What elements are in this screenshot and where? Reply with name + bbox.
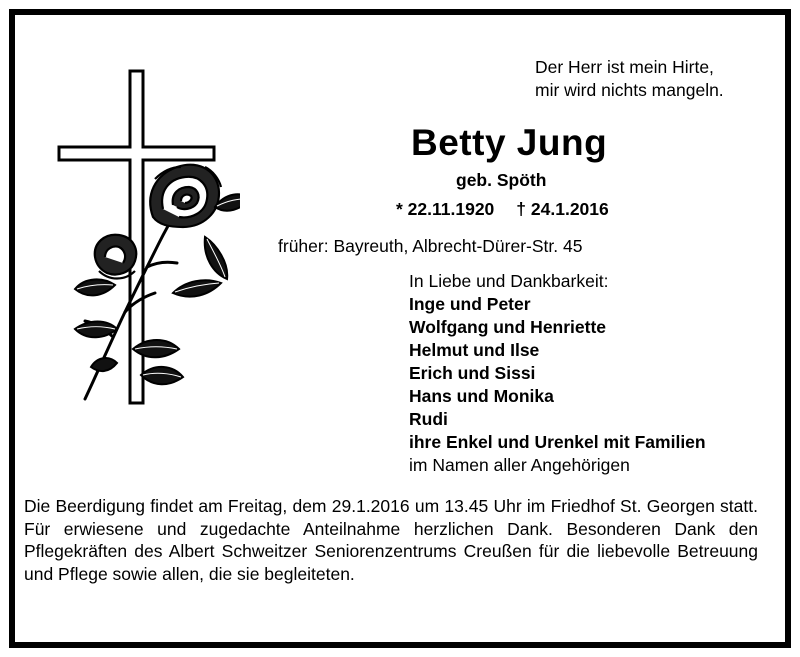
cross-with-rose-icon — [55, 67, 240, 407]
birth-date: * 22.11.1920 — [396, 199, 495, 219]
former-address: früher: Bayreuth, Albrecht-Dürer-Str. 45 — [278, 236, 583, 256]
deceased-name: Betty Jung — [411, 122, 608, 163]
death-date: † 24.1.2016 — [516, 199, 609, 219]
psalm-line-2: mir wird nichts mangeln. — [535, 80, 724, 100]
mourner-name: Hans und Monika — [409, 386, 554, 406]
mourner-name: Helmut und Ilse — [409, 340, 540, 360]
funeral-announcement: Die Beerdigung findet am Freitag, dem 29.1.2016 um 13.45 Uhr im Friedhof St. Georgen statt. Für erwiesene und zugedachte Anteilnahme herzlichen Dank. Besonderen Dank den Pflegekräften des Albert Schweitzer Seniorenzentrums Creußen für die liebevolle Betreuung und Pflege sowie allen, die sie begleiteten. — [24, 496, 758, 584]
mourner-name: ihre Enkel und Urenkel mit Familien — [409, 432, 706, 452]
mourner-name: Wolfgang und Henriette — [409, 317, 607, 337]
mourners-intro: In Liebe und Dankbarkeit: — [409, 271, 609, 291]
mourner-name: Inge und Peter — [409, 294, 531, 314]
mourner-name: Rudi — [409, 409, 448, 429]
obituary-notice — [9, 9, 791, 648]
psalm-quote — [535, 56, 724, 102]
life-dates — [396, 199, 609, 220]
mourners-block — [409, 270, 706, 477]
mourner-name: Erich und Sissi — [409, 363, 536, 383]
mourners-outro: im Namen aller Angehörigen — [409, 455, 630, 475]
psalm-line-1: Der Herr ist mein Hirte, — [535, 57, 714, 77]
maiden-name: geb. Spöth — [456, 170, 547, 190]
mourners-names — [409, 293, 706, 454]
